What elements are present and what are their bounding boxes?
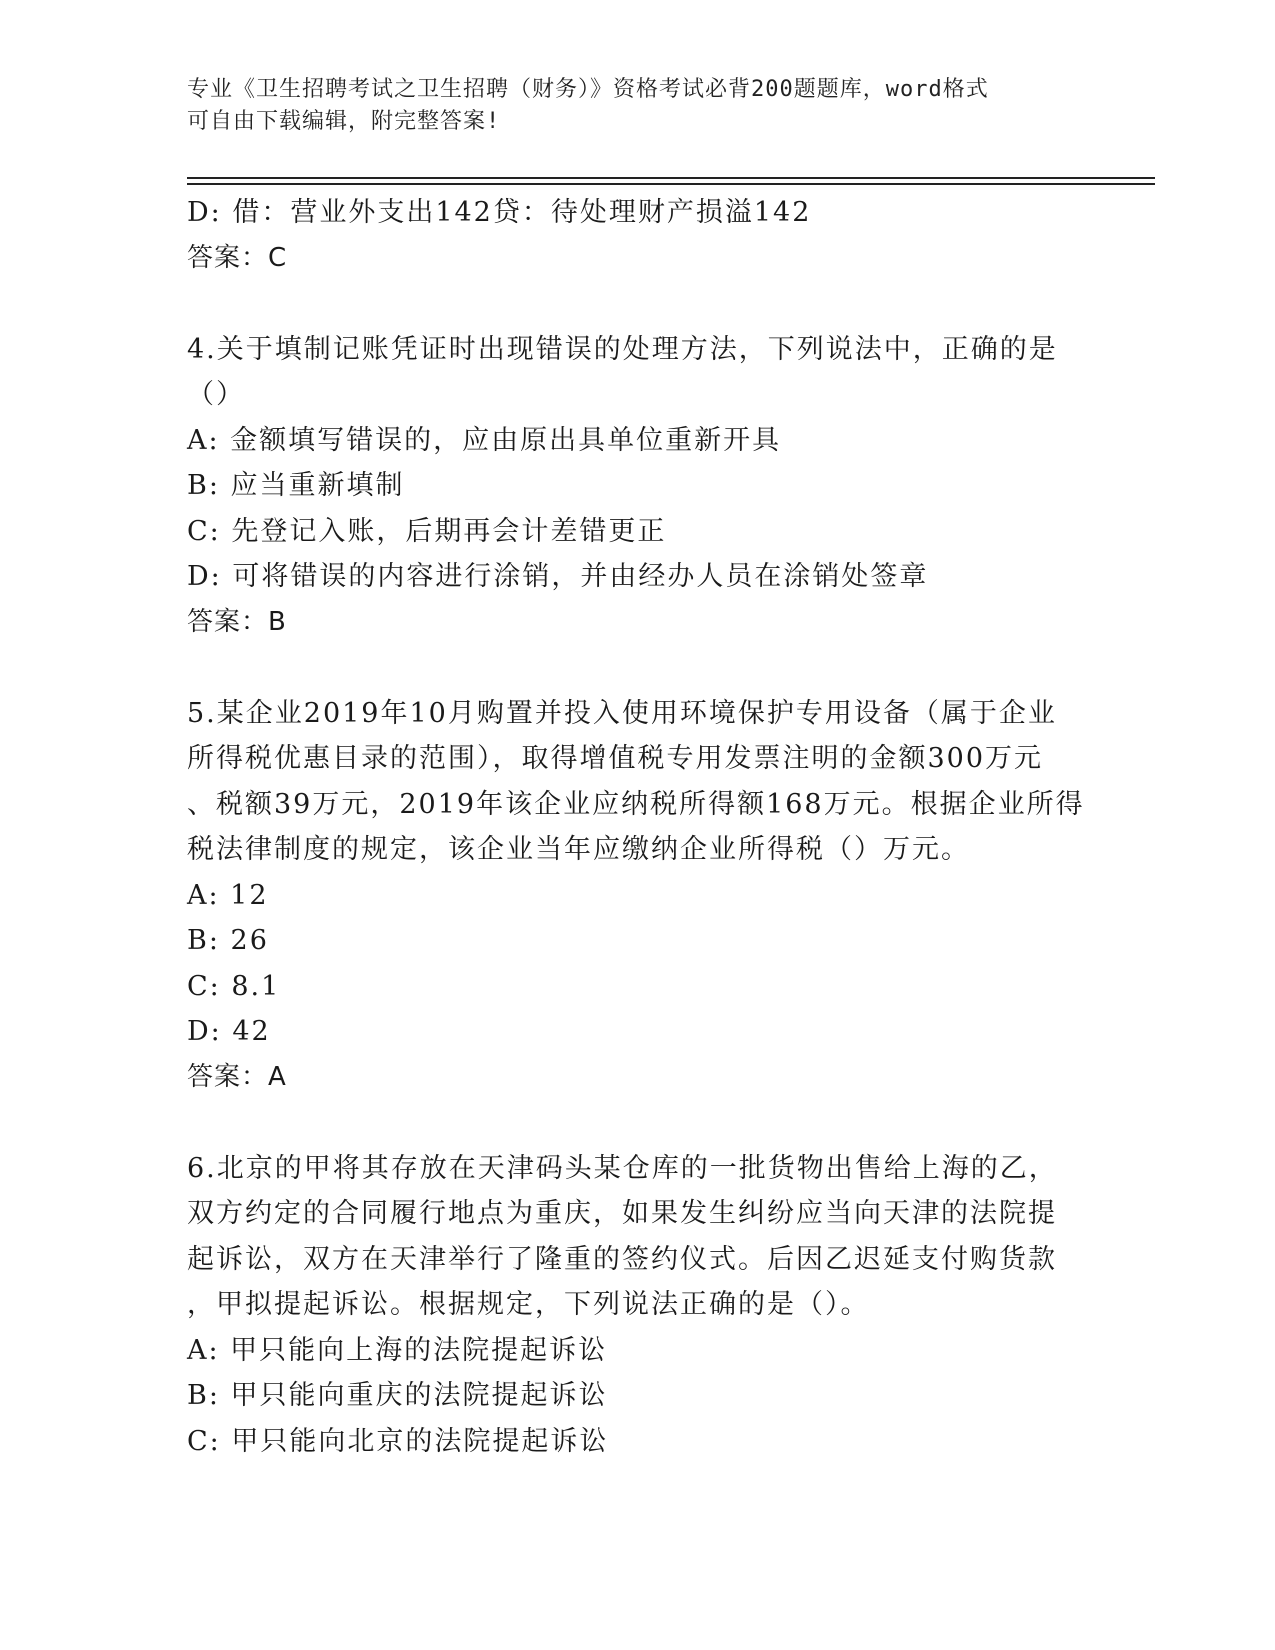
- spacer: [187, 281, 1087, 327]
- question-5: [187, 691, 1087, 1101]
- document-body: [187, 190, 1087, 1464]
- q5-answer: 答案：A: [187, 1061, 287, 1092]
- q4-option-a: A: 金额填写错误的，应由原出具单位重新开具: [187, 424, 782, 456]
- q4-option-b: B: 应当重新填制: [187, 470, 405, 501]
- q6-option-c: C: 甲只能向北京的法院提起诉讼: [187, 1425, 609, 1457]
- q5-stem-line-2: 所得税优惠目录的范围），取得增值税专用发票注明的金额300万元: [187, 743, 1044, 774]
- header-rule-top: [187, 177, 1155, 179]
- spacer: [187, 645, 1087, 691]
- q4-option-c: C: 先登记入账，后期再会计差错更正: [187, 515, 667, 547]
- spacer: [187, 1100, 1087, 1146]
- q3-answer: 答案：C: [187, 242, 288, 273]
- q6-stem-line-1: 6.北京的甲将其存放在天津码头某仓库的一批货物出售给上海的乙，: [187, 1152, 1058, 1184]
- question-4: [187, 327, 1087, 646]
- q6-stem-line-3: 起诉讼，双方在天津举行了隆重的签约仪式。后因乙迟延支付购货款: [187, 1243, 1057, 1275]
- question-3-tail: [187, 190, 1087, 281]
- q6-stem-line-2: 双方约定的合同履行地点为重庆，如果发生纠纷应当向天津的法院提: [187, 1198, 1057, 1229]
- q4-option-d: D: 可将错误的内容进行涂销，并由经办人员在涂销处签章: [187, 561, 929, 592]
- q6-option-b: B: 甲只能向重庆的法院提起诉讼: [187, 1380, 608, 1411]
- q5-option-a: A: 12: [187, 879, 269, 911]
- q5-option-b: B: 26: [187, 925, 269, 956]
- q5-stem-line-3: 、税额39万元，2019年该企业应纳税所得额168万元。根据企业所得: [187, 788, 1085, 820]
- q5-stem-line-1: 5.某企业2019年10月购置并投入使用环境保护专用设备（属于企业: [187, 697, 1057, 729]
- header-title-line-2: 可自由下载编辑，附完整答案!: [187, 109, 501, 134]
- question-6: [187, 1146, 1087, 1465]
- q5-option-c: C: 8.1: [187, 970, 281, 1002]
- q3-option-d: D: 借：营业外支出142贷：待处理财产损溢142: [187, 197, 812, 228]
- q6-stem-line-4: ，甲拟提起诉讼。根据规定，下列说法正确的是（）。: [187, 1289, 870, 1320]
- q4-answer: 答案：B: [187, 606, 287, 637]
- q4-stem-line-2: （）: [187, 379, 245, 410]
- q5-option-d: D: 42: [187, 1016, 271, 1047]
- document-header: [187, 74, 1087, 138]
- q4-stem-line-1: 4.关于填制记账凭证时出现错误的处理方法，下列说法中，正确的是: [187, 333, 1058, 365]
- header-title-line-1: 专业《卫生招聘考试之卫生招聘（财务）》资格考试必背200题题库，word格式: [187, 77, 989, 102]
- header-rule-bottom: [187, 183, 1155, 185]
- q6-option-a: A: 甲只能向上海的法院提起诉讼: [187, 1334, 608, 1366]
- q5-stem-line-4: 税法律制度的规定，该企业当年应缴纳企业所得税（）万元。: [187, 834, 970, 865]
